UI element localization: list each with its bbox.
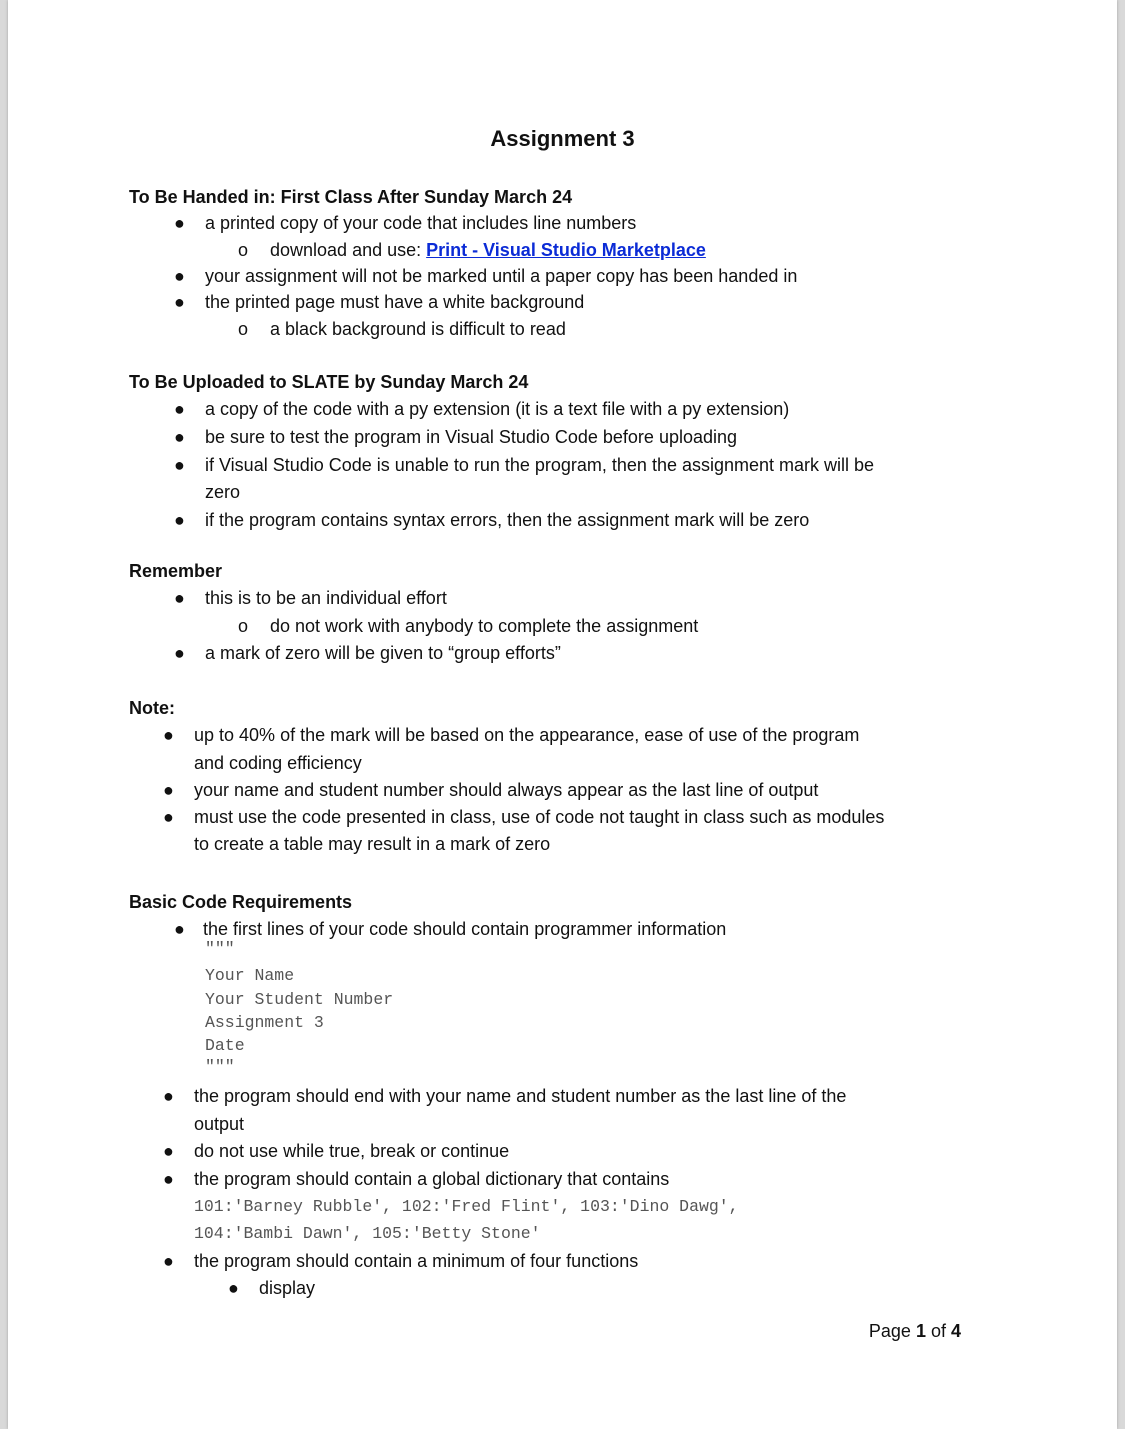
code-line: Your Name — [205, 966, 295, 985]
code-line: Date — [205, 1036, 245, 1055]
list-item: if the program contains syntax errors, then the assignment mark will be zero — [205, 510, 810, 530]
list-item: do not work with anybody to complete the assignment — [270, 616, 699, 636]
bullet-icon: ● — [174, 455, 185, 475]
section-heading: To Be Uploaded to SLATE by Sunday March 24 — [129, 372, 529, 392]
list-item: the program should contain a global dictionary that contains — [194, 1169, 670, 1189]
list-item: a copy of the code with a py extension (it is a text file with a py extension) — [205, 399, 790, 419]
list-item: display — [259, 1278, 316, 1298]
list-item: your name and student number should always appear as the last line of output — [194, 780, 819, 800]
list-item: up to 40% of the mark will be based on the appearance, ease of use of the program — [194, 725, 860, 745]
code-line: Assignment 3 — [205, 1013, 324, 1032]
bullet-icon: ● — [174, 266, 185, 286]
page-title: Assignment 3 — [490, 126, 635, 151]
list-item — [270, 239, 706, 261]
list-item: your assignment will not be marked until a paper copy has been handed in — [205, 266, 798, 286]
list-item: this is to be an individual effort — [205, 588, 447, 608]
bullet-icon: ● — [163, 1169, 174, 1189]
bullet-icon: ● — [163, 725, 174, 745]
bullet-icon: ● — [174, 399, 185, 419]
bullet-icon: ● — [174, 588, 185, 608]
code-line: 104:'Bambi Dawn', 105:'Betty Stone' — [194, 1224, 541, 1243]
bullet-icon: ● — [174, 643, 185, 663]
circle-bullet-icon: o — [238, 616, 249, 636]
total-pages: 4 — [950, 1321, 961, 1341]
bullet-icon: ● — [174, 292, 185, 312]
bullet-icon: ● — [174, 919, 185, 939]
bullet-icon: ● — [228, 1278, 239, 1298]
list-item-continued: zero — [205, 482, 241, 502]
list-item-continued: and coding efficiency — [194, 753, 362, 773]
bullet-icon: ● — [163, 807, 174, 827]
list-item: a mark of zero will be given to “group efforts” — [205, 643, 561, 663]
section-heading: To Be Handed in: First Class After Sunday March 24 — [129, 187, 573, 207]
current-page: 1 — [915, 1321, 926, 1341]
list-item: a printed copy of your code that includes line numbers — [205, 213, 637, 233]
bullet-icon: ● — [174, 213, 185, 233]
code-line: 101:'Barney Rubble', 102:'Fred Flint', 103:'Dino Dawg', — [194, 1197, 739, 1216]
section-heading: Remember — [129, 561, 223, 581]
document-page — [8, 0, 1117, 1429]
page-of: of — [925, 1321, 951, 1341]
bullet-icon: ● — [163, 1251, 174, 1271]
circle-bullet-icon: o — [238, 240, 249, 260]
marketplace-link[interactable]: Print - Visual Studio Marketplace — [426, 240, 706, 260]
list-item-continued: to create a table may result in a mark of zero — [194, 834, 551, 854]
code-line: """ — [205, 939, 235, 958]
section-heading: Basic Code Requirements — [129, 892, 353, 912]
bullet-icon: ● — [163, 780, 174, 800]
list-item: must use the code presented in class, use of code not taught in class such as modules — [194, 807, 885, 827]
code-line: """ — [205, 1057, 235, 1076]
page-number — [869, 1320, 961, 1342]
list-item: do not use while true, break or continue — [194, 1141, 510, 1161]
bullet-icon: ● — [163, 1086, 174, 1106]
list-item: be sure to test the program in Visual Studio Code before uploading — [205, 427, 738, 447]
list-item: the program should end with your name and student number as the last line of the — [194, 1086, 847, 1106]
list-item: the first lines of your code should contain programmer information — [203, 919, 727, 939]
code-line: Your Student Number — [205, 990, 394, 1009]
list-item: a black background is difficult to read — [270, 319, 566, 339]
section-heading: Note: — [129, 698, 175, 718]
list-item-text: download and use: — [270, 240, 427, 260]
page-prefix: Page — [868, 1321, 916, 1341]
circle-bullet-icon: o — [238, 319, 249, 339]
bullet-icon: ● — [174, 427, 185, 447]
list-item: the program should contain a minimum of four functions — [194, 1251, 639, 1271]
list-item-continued: output — [194, 1114, 245, 1134]
bullet-icon: ● — [174, 510, 185, 530]
bullet-icon: ● — [163, 1141, 174, 1161]
list-item: the printed page must have a white background — [205, 292, 585, 312]
list-item: if Visual Studio Code is unable to run the program, then the assignment mark will be — [205, 455, 875, 475]
